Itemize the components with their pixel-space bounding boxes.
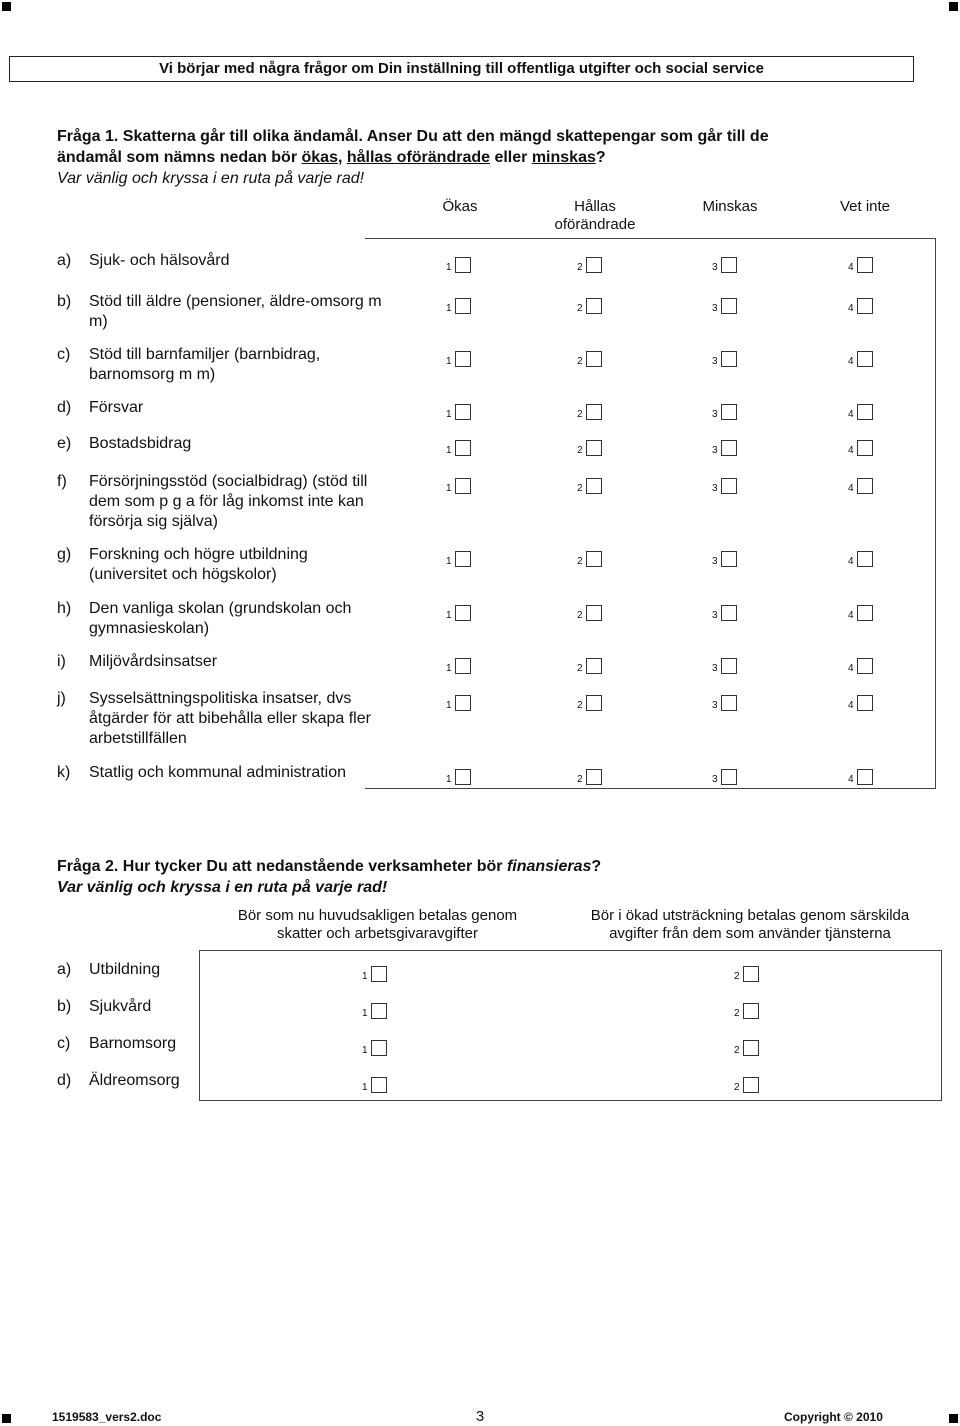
q2-row-text: Barnomsorg (89, 1035, 177, 1052)
footer-doc-name: 1519583_vers2.doc (52, 1410, 162, 1424)
option-number: 2 (577, 409, 583, 420)
q2-row-letter: c) (57, 1035, 71, 1052)
checkbox[interactable] (721, 605, 737, 621)
option-number: 2 (577, 663, 583, 674)
option-number: 3 (712, 663, 718, 674)
checkbox[interactable] (455, 440, 471, 456)
q1-row-letter: b) (57, 293, 72, 310)
option-number: 2 (577, 556, 583, 567)
q1-row (57, 292, 917, 352)
q1-row-text: Försörjningsstöd (socialbidrag) (stöd till dem som p g a för låg inkomst inte kan försörja sig själva) (89, 473, 368, 530)
option-number: 3 (712, 262, 718, 273)
q1-row-text: Forskning och högre utbildning (universitet och högskolor) (89, 546, 308, 583)
option-number: 1 (446, 483, 452, 494)
section-header: Vi börjar med några frågor om Din inställning till offentliga utgifter och social service (9, 56, 914, 82)
q1-row-letter: c) (57, 346, 71, 363)
q1-row (57, 545, 917, 605)
q1-row-text: Sjuk- och hälsovård (89, 252, 230, 269)
checkbox[interactable] (857, 351, 873, 367)
q1-row-text: Statlig och kommunal administration (89, 764, 347, 781)
checkbox[interactable] (721, 769, 737, 785)
checkbox[interactable] (586, 478, 602, 494)
checkbox[interactable] (857, 478, 873, 494)
option-number: 4 (848, 262, 854, 273)
option-number: 4 (848, 663, 854, 674)
q1-option-2[interactable] (577, 693, 603, 711)
checkbox[interactable] (857, 404, 873, 420)
option-number: 1 (446, 445, 452, 456)
option-number: 1 (362, 1082, 368, 1093)
checkbox[interactable] (721, 298, 737, 314)
q1-row-text: Försvar (89, 399, 144, 416)
checkbox[interactable] (857, 551, 873, 567)
option-number: 1 (446, 303, 452, 314)
option-number: 4 (848, 356, 854, 367)
q1-title-line1: Fråga 1. Skatterna går till olika ändamål. Anser Du att den mängd skattepengar som går till de (57, 128, 769, 145)
checkbox[interactable] (371, 1077, 387, 1093)
q1-row-letter: f) (57, 473, 67, 490)
checkbox[interactable] (371, 1003, 387, 1019)
option-number: 4 (848, 700, 854, 711)
option-number: 1 (362, 1045, 368, 1056)
q1-row (57, 472, 917, 532)
q2-row-text: Utbildning (89, 961, 161, 978)
option-number: 2 (577, 445, 583, 456)
checkbox[interactable] (455, 404, 471, 420)
checkbox[interactable] (455, 695, 471, 711)
q1-option-1[interactable] (446, 255, 472, 273)
q1-row-letter: h) (57, 600, 72, 617)
checkbox[interactable] (455, 351, 471, 367)
q1-option-3[interactable] (712, 767, 738, 785)
option-number: 4 (848, 774, 854, 785)
q1-option-2[interactable] (577, 402, 603, 420)
q1-row (57, 763, 917, 823)
q1-title (57, 126, 917, 189)
option-number: 4 (848, 483, 854, 494)
q1-col-minskas: Minskas (702, 198, 758, 215)
option-number: 2 (734, 1045, 740, 1056)
q1-row-text: Bostadsbidrag (89, 435, 192, 452)
option-number: 4 (848, 445, 854, 456)
option-number: 1 (446, 356, 452, 367)
option-number: 3 (712, 445, 718, 456)
q1-option-4[interactable] (848, 656, 874, 674)
option-number: 4 (848, 303, 854, 314)
option-number: 2 (577, 774, 583, 785)
q2-row (57, 1071, 357, 1093)
checkbox[interactable] (857, 605, 873, 621)
checkbox[interactable] (455, 298, 471, 314)
option-number: 1 (446, 262, 452, 273)
q1-option-2[interactable] (577, 476, 603, 494)
checkbox[interactable] (455, 478, 471, 494)
checkbox[interactable] (455, 769, 471, 785)
checkbox[interactable] (586, 769, 602, 785)
option-number: 3 (712, 356, 718, 367)
q2-option-1[interactable] (362, 1001, 388, 1019)
checkbox[interactable] (586, 351, 602, 367)
q2-row (57, 960, 357, 982)
q1-row-letter: j) (57, 690, 66, 707)
checkbox[interactable] (857, 440, 873, 456)
q1-row-text: Stöd till äldre (pensioner, äldre-omsorg m m) (89, 293, 382, 330)
q1-option-2[interactable] (577, 438, 603, 456)
checkbox[interactable] (721, 440, 737, 456)
q1-option-4[interactable] (848, 438, 874, 456)
q1-row-letter: g) (57, 546, 72, 563)
checkbox[interactable] (455, 551, 471, 567)
q1-okas-text: ökas (301, 149, 338, 166)
q1-option-4[interactable] (848, 349, 874, 367)
q1-title-line2: ändamål som nämns nedan bör ökas, hållas oförändrade eller minskas? (57, 149, 606, 166)
option-number: 4 (848, 409, 854, 420)
q1-option-2[interactable] (577, 656, 603, 674)
q1-option-1[interactable] (446, 296, 472, 314)
option-number: 2 (577, 483, 583, 494)
q1-row (57, 689, 917, 749)
option-number: 1 (446, 610, 452, 621)
q2-option-1[interactable] (362, 1038, 388, 1056)
checkbox[interactable] (721, 551, 737, 567)
q1-option-1[interactable] (446, 767, 472, 785)
q1-option-4[interactable] (848, 402, 874, 420)
q1-option-4[interactable] (848, 767, 874, 785)
q2-row-text: Äldreomsorg (89, 1072, 180, 1089)
q2-col-skatter: Bör som nu huvudsakligen betalas genom skatter och arbetsgivaravgifter (237, 907, 518, 942)
checkbox[interactable] (721, 404, 737, 420)
q2-row (57, 997, 357, 1019)
checkbox[interactable] (721, 351, 737, 367)
q1-row (57, 345, 917, 405)
checkbox[interactable] (857, 769, 873, 785)
q1-option-1[interactable] (446, 438, 472, 456)
q1-option-3[interactable] (712, 656, 738, 674)
q1-option-3[interactable] (712, 549, 738, 567)
option-number: 3 (712, 774, 718, 785)
checkbox[interactable] (743, 966, 759, 982)
checkbox[interactable] (586, 605, 602, 621)
option-number: 1 (446, 774, 452, 785)
q1-option-4[interactable] (848, 549, 874, 567)
q1-option-2[interactable] (577, 603, 603, 621)
checkbox[interactable] (743, 1003, 759, 1019)
q2-finansieras-text: finansieras (506, 858, 592, 875)
q1-row-letter: k) (57, 764, 71, 781)
q2-option-2[interactable] (734, 1001, 760, 1019)
q1-option-3[interactable] (712, 603, 738, 621)
option-number: 2 (734, 971, 740, 982)
option-number: 2 (577, 262, 583, 273)
option-number: 2 (734, 1082, 740, 1093)
option-number: 1 (446, 663, 452, 674)
q2-title-line1: Fråga 2. Hur tycker Du att nedanstående verksamheter bör finansieras? (57, 858, 602, 875)
q2-option-2[interactable] (734, 964, 760, 982)
q1-option-1[interactable] (446, 402, 472, 420)
q1-option-4[interactable] (848, 476, 874, 494)
q2-col-avgifter: Bör i ökad utsträckning betalas genom särskilda avgifter från dem som använder tjänsterna (590, 907, 910, 942)
checkbox[interactable] (586, 257, 602, 273)
checkbox[interactable] (743, 1040, 759, 1056)
checkbox[interactable] (857, 695, 873, 711)
q1-row-letter: d) (57, 399, 72, 416)
q1-option-3[interactable] (712, 402, 738, 420)
option-number: 4 (848, 610, 854, 621)
q1-instruction: Var vänlig och kryssa i en ruta på varje rad! (57, 170, 365, 187)
q1-row-text: Den vanliga skolan (grundskolan och gymnasieskolan) (89, 600, 352, 637)
option-number: 3 (712, 556, 718, 567)
checkbox[interactable] (455, 257, 471, 273)
footer-page-number: 3 (475, 1408, 485, 1425)
q1-option-1[interactable] (446, 693, 472, 711)
footer-copyright: Copyright © 2010 (784, 1410, 883, 1424)
option-number: 2 (577, 610, 583, 621)
checkbox[interactable] (455, 658, 471, 674)
q1-row-letter: a) (57, 252, 72, 269)
checkbox[interactable] (586, 695, 602, 711)
checkbox[interactable] (721, 478, 737, 494)
q1-option-3[interactable] (712, 296, 738, 314)
q1-option-2[interactable] (577, 255, 603, 273)
checkbox[interactable] (371, 966, 387, 982)
option-number: 1 (446, 409, 452, 420)
q1-row (57, 599, 917, 659)
q1-row-text: Stöd till barnfamiljer (barnbidrag, barnomsorg m m) (89, 346, 321, 383)
q2-option-2[interactable] (734, 1075, 760, 1093)
q1-option-3[interactable] (712, 438, 738, 456)
q1-row-text: Sysselsättningspolitiska insatser, dvs åtgärder för att bibehålla eller skapa fler arbetstillfällen (89, 690, 371, 747)
checkbox[interactable] (721, 658, 737, 674)
q2-option-1[interactable] (362, 964, 388, 982)
q1-minskas-text: minskas (531, 149, 596, 166)
checkbox[interactable] (721, 257, 737, 273)
checkbox[interactable] (586, 440, 602, 456)
q1-option-3[interactable] (712, 349, 738, 367)
option-number: 3 (712, 610, 718, 621)
option-number: 1 (446, 556, 452, 567)
q1-option-1[interactable] (446, 476, 472, 494)
checkbox[interactable] (455, 605, 471, 621)
q1-option-3[interactable] (712, 476, 738, 494)
q2-option-1[interactable] (362, 1075, 388, 1093)
q1-option-3[interactable] (712, 693, 738, 711)
q2-option-2[interactable] (734, 1038, 760, 1056)
q2-row (57, 1034, 357, 1056)
q1-option-1[interactable] (446, 656, 472, 674)
checkbox[interactable] (586, 551, 602, 567)
q1-option-1[interactable] (446, 349, 472, 367)
option-number: 1 (362, 1008, 368, 1019)
q1-row-letter: e) (57, 435, 72, 452)
option-number: 3 (712, 409, 718, 420)
q1-option-3[interactable] (712, 255, 738, 273)
q1-col-hallas: Hållas oförändrade (554, 198, 636, 233)
corner-mark-top-right (949, 2, 958, 11)
checkbox[interactable] (371, 1040, 387, 1056)
q2-row-letter: b) (57, 998, 72, 1015)
checkbox[interactable] (857, 257, 873, 273)
checkbox[interactable] (586, 298, 602, 314)
checkbox[interactable] (586, 658, 602, 674)
option-number: 2 (577, 700, 583, 711)
q1-option-4[interactable] (848, 603, 874, 621)
q1-option-2[interactable] (577, 767, 603, 785)
q2-title (57, 856, 917, 898)
q1-row-letter: i) (57, 653, 66, 670)
q1-option-4[interactable] (848, 255, 874, 273)
option-number: 3 (712, 303, 718, 314)
q2-row-letter: d) (57, 1072, 72, 1089)
q1-option-2[interactable] (577, 349, 603, 367)
q1-option-1[interactable] (446, 549, 472, 567)
q1-option-1[interactable] (446, 603, 472, 621)
checkbox[interactable] (857, 658, 873, 674)
checkbox[interactable] (743, 1077, 759, 1093)
corner-mark-top-left (2, 2, 11, 11)
option-number: 4 (848, 556, 854, 567)
q1-col-okas: Ökas (442, 198, 478, 215)
q1-option-4[interactable] (848, 693, 874, 711)
q1-col-vet-inte: Vet inte (839, 198, 891, 215)
q1-option-4[interactable] (848, 296, 874, 314)
option-number: 3 (712, 700, 718, 711)
checkbox[interactable] (721, 695, 737, 711)
q2-instruction: Var vänlig och kryssa i en ruta på varje rad! (57, 879, 388, 896)
option-number: 1 (362, 971, 368, 982)
option-number: 3 (712, 483, 718, 494)
q1-row-text: Miljövårdsinsatser (89, 653, 218, 670)
option-number: 2 (577, 356, 583, 367)
option-number: 2 (734, 1008, 740, 1019)
checkbox[interactable] (586, 404, 602, 420)
q1-option-2[interactable] (577, 549, 603, 567)
option-number: 1 (446, 700, 452, 711)
q2-row-letter: a) (57, 961, 72, 978)
q1-option-2[interactable] (577, 296, 603, 314)
option-number: 2 (577, 303, 583, 314)
checkbox[interactable] (857, 298, 873, 314)
q2-row-text: Sjukvård (89, 998, 152, 1015)
q1-hallas-text: hållas oförändrade (346, 149, 491, 166)
